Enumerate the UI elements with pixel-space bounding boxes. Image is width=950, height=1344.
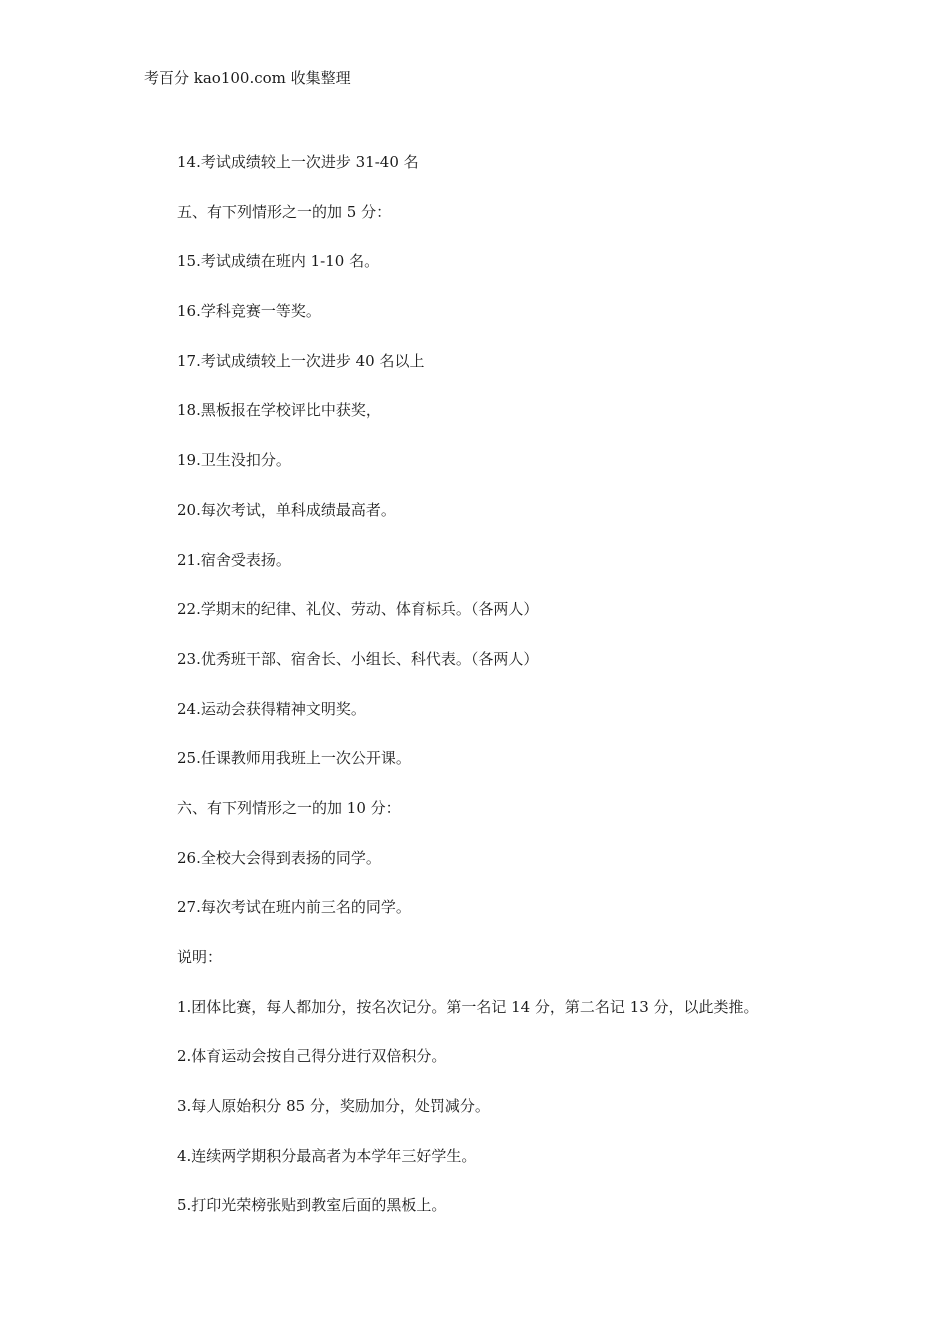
text-line-item-24: 24.运动会获得精神文明奖。 [177,699,366,718]
text-line-item-16: 16.学科竞赛一等奖。 [177,302,321,321]
note-line-2: 2.体育运动会按自己得分进行双倍积分。 [177,1047,447,1066]
section-heading-five: 五、有下列情形之一的加 5 分： [177,202,392,221]
page-header: 考百分 kao100.com 收集整理 [144,69,351,87]
note-line-3: 3.每人原始积分 85 分，奖励加分，处罚减分。 [177,1097,490,1116]
text-line-item-19: 19.卫生没扣分。 [177,451,291,470]
text-line-item-22: 22.学期末的纪律、礼仪、劳动、体育标兵。（各两人） [177,600,539,619]
document-body [177,152,917,1245]
text-line-item-27: 27.每次考试在班内前三名的同学。 [177,898,411,917]
text-line-item-17: 17.考试成绩较上一次进步 40 名以上 [177,351,425,370]
section-heading-six: 六、有下列情形之一的加 10 分： [177,798,401,817]
text-line-item-26: 26.全校大会得到表扬的同学。 [177,848,381,867]
text-line-item-14: 14.考试成绩较上一次进步 31-40 名 [177,153,419,171]
text-line-item-15: 15.考试成绩在班内 1-10 名。 [177,252,380,271]
note-line-5: 5.打印光荣榜张贴到教室后面的黑板上。 [177,1196,447,1215]
text-line-item-18: 18.黑板报在学校评比中获奖， [177,401,381,420]
text-line-item-20: 20.每次考试，单科成绩最高者。 [177,500,396,519]
text-line-item-23: 23.优秀班干部、宿舍长、小组长、科代表。（各两人） [177,649,539,668]
note-line-1: 1.团体比赛，每人都加分，按名次记分。第一名记 14 分，第二名记 13 分，以此类推。 [177,997,759,1016]
note-line-4: 4.连续两学期积分最高者为本学年三好学生。 [177,1146,477,1165]
notes-heading: 说明： [177,948,223,966]
text-line-item-21: 21.宿舍受表扬。 [177,550,291,569]
text-line-item-25: 25.任课教师用我班上一次公开课。 [177,749,411,768]
